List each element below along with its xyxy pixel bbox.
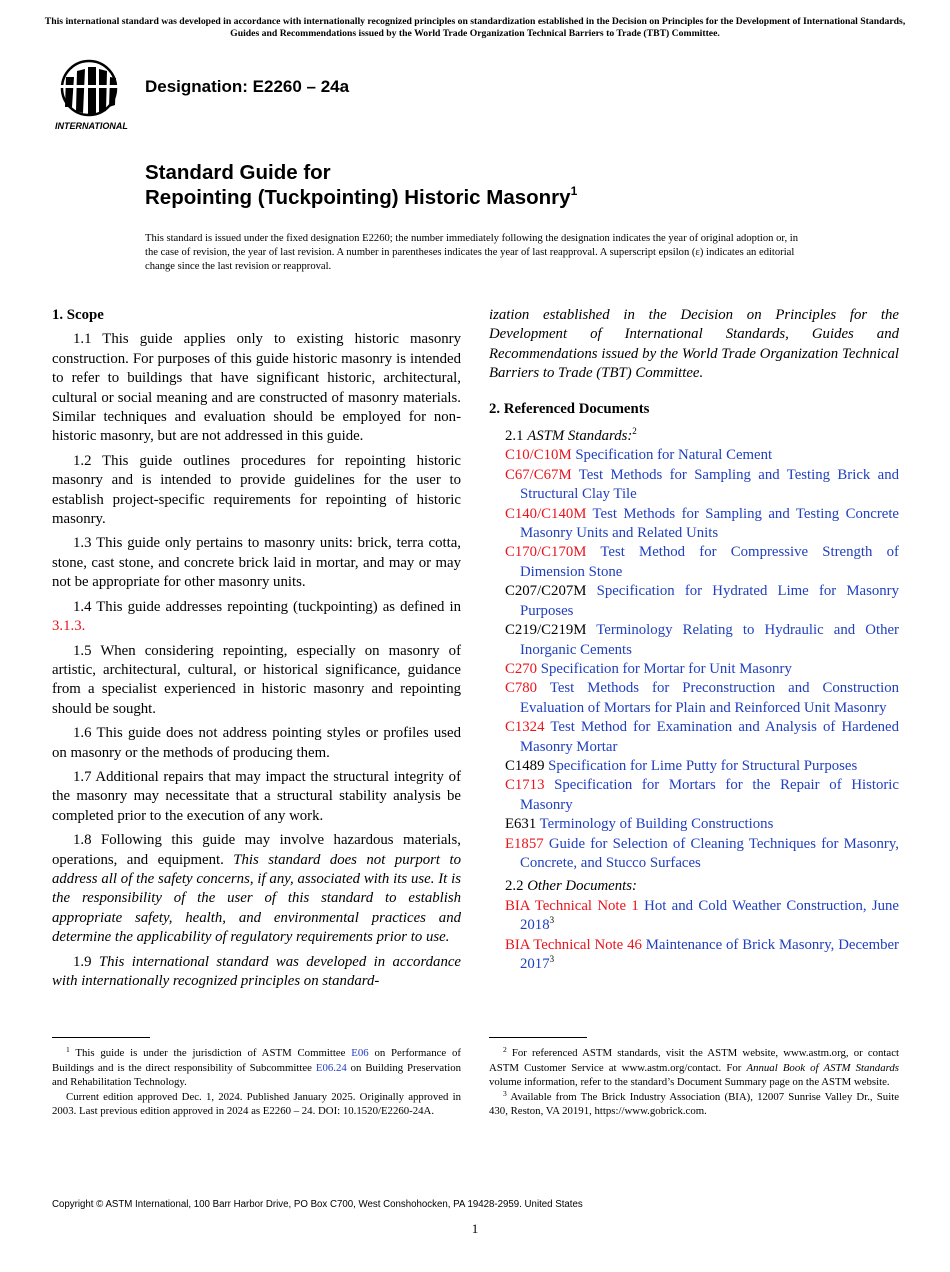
reference-title-link[interactable]: Guide for Selection of Cleaning Techniques for Masonry, Concrete, and Stucco Surfaces (520, 835, 899, 871)
title-footnote-mark: 1 (570, 184, 578, 198)
reference-item (489, 446, 899, 465)
logo-text: INTERNATIONAL (55, 121, 128, 131)
reference-title-link[interactable]: Test Methods for Preconstruction and Construction Evaluation of Mortars for Plain and Reinforced Unit Masonry (520, 680, 899, 716)
issued-notice: This standard is issued under the fixed designation E2260; the number immediately following the designation indicates the year of original adoption or, in the case of revision, the year of last revision. A number in parentheses indicates the year of last reapproval. A superscript epsilon (ε) indicates an editorial change since the last revision or reapproval. (145, 233, 799, 272)
title-line-2: Repointing (Tuckpointing) Historic Masonry$^1$ (145, 184, 578, 209)
footnote-divider (489, 1037, 587, 1038)
right-column (489, 306, 899, 974)
reference-title-link[interactable]: Specification for Lime Putty for Structural Purposes (548, 757, 858, 774)
reference-title-link[interactable]: Test Method for Examination and Analysis of Hardened Masonry Mortar (520, 719, 900, 755)
astm-standards-heading: 2.1 ASTM Standards:$^2$ (505, 426, 637, 445)
astm-logo (52, 55, 134, 133)
section-3-1-3-link[interactable]: 3.1.3. (52, 618, 86, 635)
reference-title-link[interactable]: Terminology Relating to Hydraulic and Other Inorganic Cements (520, 622, 899, 658)
reference-code[interactable]: BIA Technical Note 46 (505, 936, 642, 953)
copyright: Copyright © ASTM International, 100 Barr Harbor Drive, PO Box C700, West Conshohocken, PA 19428-2959. United States (52, 1199, 583, 1210)
scope-heading: 1. Scope (52, 307, 104, 323)
footnotes-right (489, 1046, 899, 1119)
footnote-mark: 3 (549, 915, 555, 926)
reference-title-link[interactable]: Hot and Cold Weather Construction, June 2018 (520, 897, 899, 934)
reference-title-link[interactable]: Test Method for Compressive Strength of Dimension Stone (520, 544, 899, 580)
footnote-3: $^3$ Available from The Brick Industry Association (BIA), 12007 Sunrise Valley Dr., Suite 430, Reston, VA 20191, https://www.gobrick.com. (489, 1088, 899, 1117)
scope-1-1: 1.1 This guide applies only to existing historic masonry construction. For purposes of this guide historic masonry is intended to refer to buildings that have significant historic, architectural, cultural or social meaning and are constructed of masonry materials. Similar techniques and evaluation should be employed for non-historic masonry, but are not addressed in this guide. (52, 331, 461, 445)
reference-item (489, 835, 899, 874)
reference-code[interactable]: E1857 (505, 835, 544, 852)
reference-item (489, 679, 899, 718)
committee-e06-link[interactable]: E06 (351, 1047, 369, 1059)
other-reference-item (489, 897, 899, 936)
reference-title-link[interactable]: Specification for Natural Cement (575, 447, 773, 464)
reference-title-link[interactable]: Terminology of Building Constructions (539, 816, 774, 833)
reference-title-link[interactable]: Specification for Mortar for Unit Masonry (540, 660, 792, 677)
footnote-2: $^2$ For referenced ASTM standards, visit the ASTM website, www.astm.org, or contact ASTM Customer Service at www.astm.org/contact. For Annual Book of ASTM Standards volume information, refer to the standard’s Document Summary page on the ASTM website. (489, 1045, 899, 1088)
scope-1-6: 1.6 This guide does not address pointing styles or profiles used on masonry or the methods of producing them. (52, 725, 461, 761)
other-reference-item (489, 936, 899, 975)
footnote-mark: 3 (549, 954, 555, 964)
scope-1-5: 1.5 When considering repointing, especially on masonry of artistic, architectural, cultural, or historical significance, guidance from a specialist experienced in historic masonry and repointing should be sought. (52, 642, 461, 717)
reference-title-link[interactable]: Maintenance of Brick Masonry, December 2017 (520, 936, 899, 972)
reference-code: E631 (505, 816, 537, 833)
other-documents-list (489, 897, 899, 975)
scope-1-8: 1.8 Following this guide may involve hazardous materials, operations, and equipment. This standard does not purport to address all of the safety concerns, if any, associated with its use. It is the responsibility of the user of this standard to establish appropriate safety, health, and environmental practices and determine the applicability of regulatory requirements prior to use. (52, 832, 461, 946)
reference-item (489, 815, 899, 834)
other-documents-heading: 2.2 Other Documents: (505, 878, 637, 895)
reference-code[interactable]: C1713 (505, 777, 545, 794)
reference-item (489, 466, 899, 505)
scope-1-2: 1.2 This guide outlines procedures for repointing historic masonry and is intended to provide guidelines for the user to establish project-specific requirements for repointing of historic masonry. (52, 452, 461, 528)
footnote-divider (52, 1037, 150, 1038)
left-column (52, 306, 461, 991)
reference-title-link[interactable]: Specification for Mortars for the Repair of Historic Masonry (520, 777, 899, 813)
reference-item (489, 718, 899, 757)
page-number: 1 (471, 1221, 479, 1236)
reference-code[interactable]: BIA Technical Note 1 (505, 897, 639, 914)
reference-title-link[interactable]: Specification for Hydrated Lime for Masonry Purposes (520, 583, 899, 619)
footnote-1: $^1$ This guide is under the jurisdiction of ASTM Committee E06 on Performance of Buildings and is the direct responsibility of Subcommittee E06.24 on Building Preservation and Rehabilitation Technology. (52, 1045, 461, 1088)
page-title (145, 160, 577, 210)
reference-code[interactable]: C270 (505, 660, 538, 677)
astm-standards-list (489, 446, 899, 873)
designation: Designation: E2260 – 24a (145, 77, 350, 96)
reference-item (489, 505, 899, 544)
scope-1-4: 1.4 This guide addresses repointing (tuckpointing) as defined in 3.1.3. (52, 598, 461, 635)
referenced-documents-heading: 2. Referenced Documents (489, 400, 650, 417)
footnote-edition: Current edition approved Dec. 1, 2024. Published January 2025. Originally approved in 2003. Last previous edition approved in 2024 as E2260 – 24. DOI: 10.1520/E2260-24A. (52, 1090, 461, 1117)
reference-item (489, 543, 899, 582)
reference-code: C207/C207M (505, 583, 587, 600)
reference-item (489, 660, 899, 679)
reference-code[interactable]: C1324 (505, 719, 545, 736)
title-line-1: Standard Guide for (145, 161, 331, 184)
subcommittee-e06-24-link[interactable]: E06.24 (315, 1061, 347, 1074)
reference-item (489, 776, 899, 815)
reference-code[interactable]: C140/C140M (505, 505, 587, 522)
reference-code[interactable]: C170/C170M (505, 544, 587, 561)
reference-title-link[interactable]: Test Methods for Sampling and Testing Concrete Masonry Units and Related Units (520, 505, 899, 542)
international-standard-notice: This international standard was developed in accordance with internationally recognized principles on standardization established in the Decision on Principles for the Development of International Standards, Guides and Recommendations issued by the World Trade Organization Technical Barriers to Trade (TBT) Committee. (44, 16, 906, 39)
footnotes-left (52, 1046, 461, 1119)
reference-code: C219/C219M (505, 622, 587, 639)
reference-code[interactable]: C780 (505, 680, 538, 697)
reference-code: C1489 (505, 757, 545, 774)
reference-code[interactable]: C67/C67M (505, 466, 572, 483)
scope-1-7: 1.7 Additional repairs that may impact the structural integrity of the masonry may necessitate that a structural stability analysis be completed prior to the execution of any work. (52, 768, 461, 824)
reference-title-link[interactable]: Test Methods for Sampling and Testing Brick and Structural Clay Tile (520, 466, 899, 503)
scope-1-3: 1.3 This guide only pertains to masonry units: brick, terra cotta, stone, cast stone, and concrete brick laid in mortar, and may or may not be appropriate for other masonry units. (52, 535, 461, 591)
scope-1-9: 1.9 This international standard was developed in accordance with internationally recognized principles on standard- (52, 953, 461, 989)
reference-item (489, 757, 899, 776)
scope-1-9-continued: ization established in the Decision on Principles for the Development of International Standards, Guides and Recommendations issued by the World Trade Organization Technical Barriers to Trade (TBT) Committee. (489, 307, 899, 382)
reference-code[interactable]: C10/C10M (505, 447, 572, 464)
reference-item (489, 621, 899, 660)
reference-item (489, 582, 899, 621)
